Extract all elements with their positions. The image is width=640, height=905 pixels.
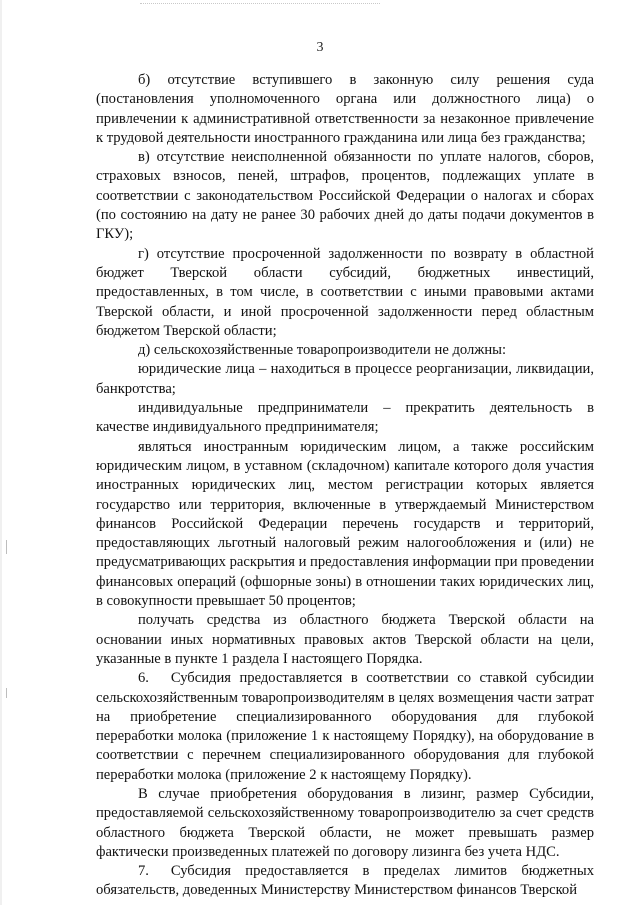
paragraph-g: г) отсутствие просроченной задолженности по возврату в областной бюджет Тверской области субсидий, бюджетных инвестиций, предоставленных, в том числе, в соответствии с иными правовыми актами Тверской области, и иной просроченной задолженности перед областным бюджетом Тверской области; <box>96 245 594 339</box>
paragraph-leasing: В случае приобретения оборудования в лизинг, размер Субсидии, предоставляемой сельскохозяйственному товаропроизводителю за счет средств областного бюджета Тверской области, не может превышать размер фактически произведенных платежей по договору лизинга без учета НДС. <box>96 785 594 860</box>
paragraph-d: д) сельскохозяйственные товаропроизводители не должны: <box>138 342 507 359</box>
margin-mark <box>6 540 7 554</box>
page-number: 3 <box>316 40 324 55</box>
scan-top-marks <box>140 3 380 6</box>
paragraph-other-funds: получать средства из областного бюджета Тверской области на основании иных нормативных правовых актов Тверской области на цели, указанные в пункте 1 раздела I настоящего Порядка. <box>96 612 594 667</box>
paragraph-legal-entities: юридические лица – находиться в процессе реорганизации, ликвидации, банкротства; <box>96 361 594 397</box>
paragraph-item-7: 7. Субсидия предоставляется в пределах лимитов бюджетных обязательств, доведенных Министерству Министерством финансов Тверской <box>96 863 594 899</box>
paragraph-item-6: 6. Субсидия предоставляется в соответствии со ставкой субсидии сельскохозяйственным товаропроизводителям в целях возмещения части затрат на приобретение специализированного оборудования для глубокой переработки молока (приложение 1 к настоящему Порядку), на оборудование в соответствии с перечнем специализированного оборудования для глубокой переработки молока (приложение 2 к настоящему Порядку). <box>96 670 594 783</box>
document-body <box>96 71 594 901</box>
margin-mark <box>6 688 7 698</box>
paragraph-foreign-entity: являться иностранным юридическим лицом, а также российским юридическим лицом, в уставном (складочном) капитале которого доля участия иностранных юридических лиц, местом регистрации которых является государство или территория, включенные в утверждаемый Министерством финансов Российской Федерации перечень государств и территорий, предоставляющих льготный налоговый режим налогообложения и (или) не предусматривающих раскрытия и предоставления информации при проведении финансовых операций (офшорные зоны) в отношении таких юридических лиц, в совокупности превышает 50 процентов; <box>96 438 594 610</box>
paragraph-entrepreneurs: индивидуальные предприниматели – прекратить деятельность в качестве индивидуального предпринимателя; <box>96 400 594 436</box>
paragraph-b: б) отсутствие вступившего в законную силу решения суда (постановления уполномоченного органа или должностного лица) о привлечении к административной ответственности за незаконное привлечение к трудовой деятельности иностранного гражданина или лица без гражданства; <box>96 72 594 146</box>
paragraph-v: в) отсутствие неисполненной обязанности по уплате налогов, сборов, страховых взносов, пеней, штрафов, процентов, подлежащих уплате в соответствии с законодательством Российской Федерации о налогах и сборах (по состоянию на дату не ранее 30 рабочих дней до даты подачи документов в ГКУ); <box>96 149 594 243</box>
scan-edge <box>0 0 2 905</box>
